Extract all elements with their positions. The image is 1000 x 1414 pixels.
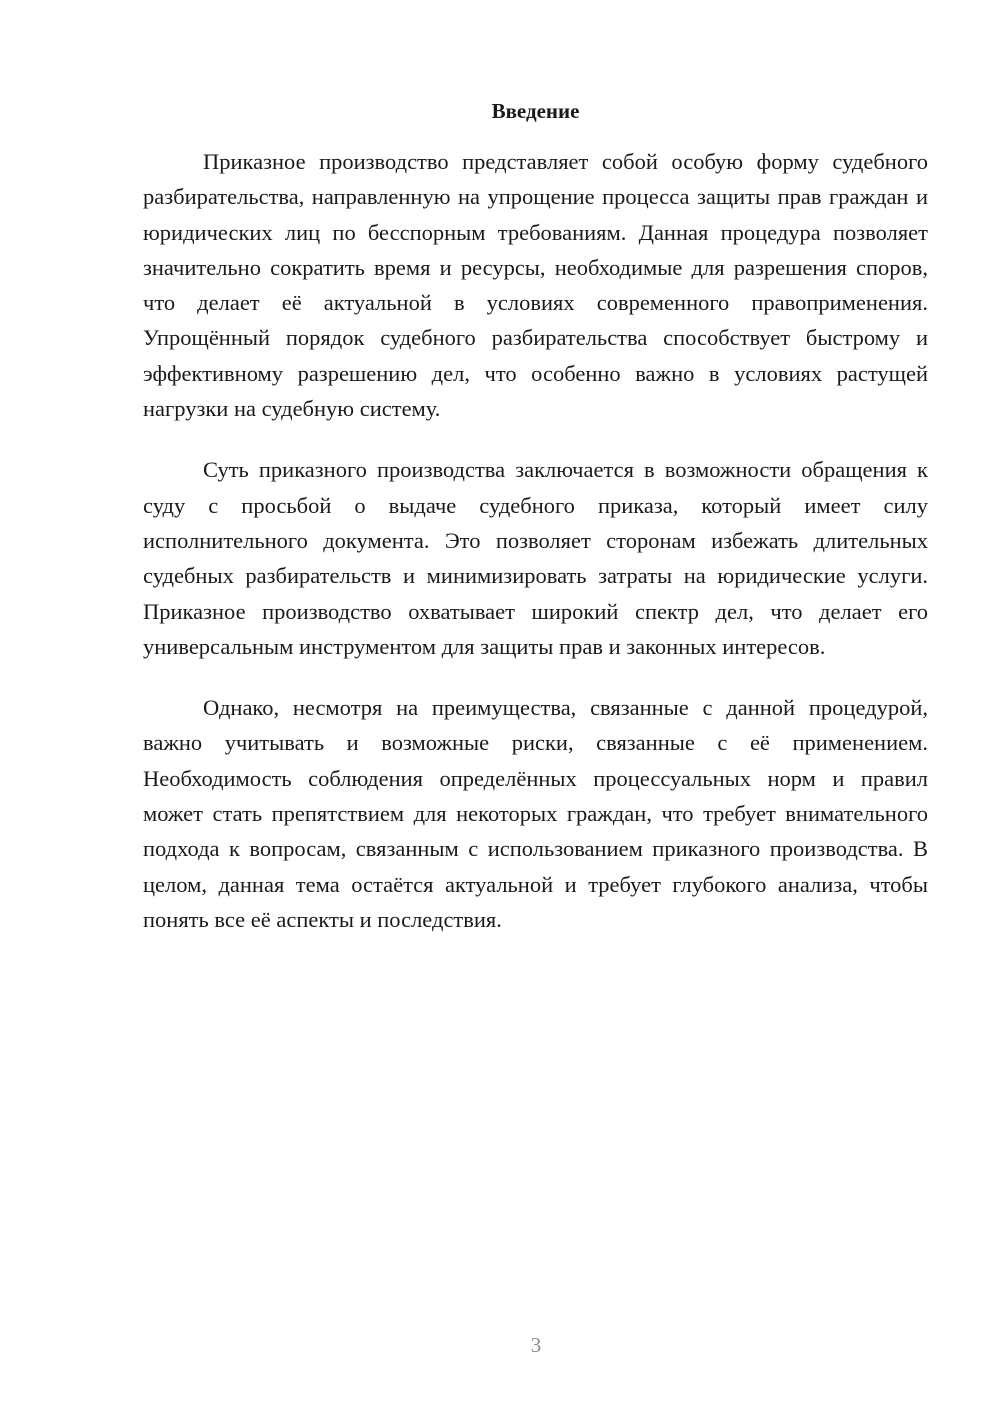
paragraph-2: Суть приказного производства заключается в возможности обращения к суду с просьбой о выдаче судебного приказа, который имеет силу исполнительного документа. Это позволяет сторонам избежать длительных судебных разбирательств и минимизировать затраты на юридические услуги. Приказное производство охватывает широкий спектр дел, что делает его универсальным инструментом для защиты прав и законных интересов.	[143, 457, 928, 659]
paragraph-1: Приказное производство представляет собой особую форму судебного разбирательства, направленную на упрощение процесса защиты прав граждан и юридических лиц по бесспорным требованиям. Данная процедура позволяет значительно сократить время и ресурсы, необходимые для разрешения споров, что делает её актуальной в условиях современного правоприменения. Упрощённый порядок судебного разбирательства способствует быстрому и эффективному разрешению дел, что особенно важно в условиях растущей нагрузки на судебную систему.	[143, 149, 928, 422]
section-heading: Введение	[491, 99, 580, 123]
page-number: 3	[530, 1333, 542, 1357]
paragraph-3: Однако, несмотря на преимущества, связанные с данной процедурой, важно учитывать и возможные риски, связанные с её применением. Необходимость соблюдения определённых процессуальных норм и правил может стать препятствием для некоторых граждан, что требует внимательного подхода к вопросам, связанным с использованием приказного производства. В целом, данная тема остаётся актуальной и требует глубокого анализа, чтобы понять все её аспекты и последствия.	[143, 695, 928, 932]
page-content	[143, 96, 928, 963]
